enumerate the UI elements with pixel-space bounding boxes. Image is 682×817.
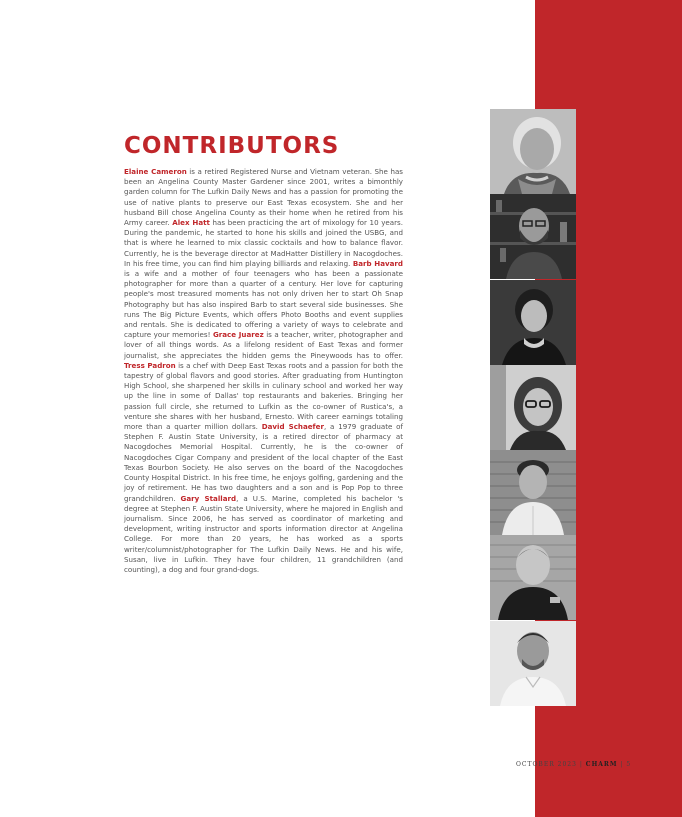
contributor-bio-grace-juarez: is a teacher, writer, photographer and lover of all things words. As a lifelong resident of East Texas and former journalist, she appreciates the hidden gems the Pineywoods has to offer. xyxy=(124,330,404,360)
photo-elaine-cameron xyxy=(490,109,576,194)
page-title: CONTRIBUTORS xyxy=(124,133,340,159)
photo-alex-hatt xyxy=(490,194,576,279)
contributor-bio-elaine-cameron: is a retired Registered Nurse and Vietnam veteran. She has been an Angelina County Master Gardener since 2001, writes a bimonthly garden column for The Lufkin Daily News and has a passion for promoting the use of native plants to preserve our East Texas ecosystem. She and her husband Bill chose Angelina County as their home when he retired from his Army career. xyxy=(124,167,403,228)
contributor-name-alex-hatt: Alex Hatt xyxy=(172,218,210,228)
contributor-bio-david-schaefer: , a 1979 graduate of Stephen F. Austin State University, is a retired director of pharmacy at Nacogdoches Memorial Hospital. Currently, he is the co-owner of Nacogdoches Cigar Company and president of the local chapter of the East Texas Bourbon Society. He also serves on the board of the Nacogdoches County Hospital District. In his free time, he enjoys golfing, gardening and the joy of retirement. He has two daughters and a son and is Pop Pop to three grandchildren. xyxy=(124,422,403,503)
footer-page-number: 5 xyxy=(626,761,632,768)
contributor-bio-barb-havard: is a wife and a mother of four teenagers who has been a passionate photographer for more than a quarter of a century. Her love for capturing people's most treasured moments has not only driven her to start Oh Snap Photography but has also inspired Barb to start several side businesses. She runs The Big Picture Events, which offers Photo Booths and event supplies and rentals. She is dedicated to offering a variety of ways to celebrate and capture your memories! xyxy=(124,269,403,340)
contributor-name-elaine-cameron: Elaine Cameron xyxy=(124,167,187,176)
photo-grace-juarez xyxy=(490,365,576,450)
photo-barb-havard xyxy=(490,280,576,365)
page-footer xyxy=(516,761,631,768)
contributor-name-tress-padron: Tress Padron xyxy=(124,360,176,370)
contributor-name-barb-havard: Barb Havard xyxy=(352,258,403,268)
contributor-name-gary-stallard: Gary Stallard xyxy=(180,493,237,503)
photo-gary-stallard xyxy=(490,621,576,706)
photo-david-schaefer xyxy=(490,535,576,620)
photo-tress-padron xyxy=(490,450,576,535)
footer-separator: | xyxy=(620,761,624,768)
contributor-bio-gary-stallard: , a U.S. Marine, completed his bachelor 's degree at Stephen F. Austin State University, where he majored in English and journalism. Since 2006, he has served as coordinator of marketing and development, writing instructor and sports information director at Angelina College. For more than 20 years, he has worked as a sports writer/columnist/photographer for The Lufkin Daily News. He and his wife, Susan, live in Lufkin. They have four children, 11 grandchildren (and counting), a dog and four grand-dogs. xyxy=(124,493,403,574)
contributor-bio-alex-hatt: has been practicing the art of mixology for 10 years. During the pandemic, he started to hone his skills and joined the USBG, and that is where he learned to mix classic cocktails and how to balance flavor. Currently, he is the beverage director at MadHatter Distillery in Nacogdoches. In his free time, you can find him playing billiards and relaxing. xyxy=(124,218,403,268)
footer-magazine-name: CHARM xyxy=(585,761,618,768)
contributor-name-david-schaefer: David Schaefer xyxy=(261,422,324,432)
contributor-bio-tress-padron: is a chef with Deep East Texas roots and a passion for both the tapestry of global flavors and good stories. After graduating from Huntington High School, she sharpened her skills in culinary school and worked her way up the line in some of Dallas' top restaurants and bakeries. Bringing her passion full circle, she returned to Lufkin as the co-owner of Rustica's, a venture she shares with her husband, Ernesto. With career earnings totaling more than a quarter million dollars. xyxy=(124,360,403,432)
contributor-photo-strip xyxy=(490,109,576,706)
contributors-text xyxy=(124,167,403,575)
footer-date: OCTOBER 2023 xyxy=(516,761,577,768)
footer-separator: | xyxy=(579,761,583,768)
contributor-name-grace-juarez: Grace Juarez xyxy=(212,330,264,340)
